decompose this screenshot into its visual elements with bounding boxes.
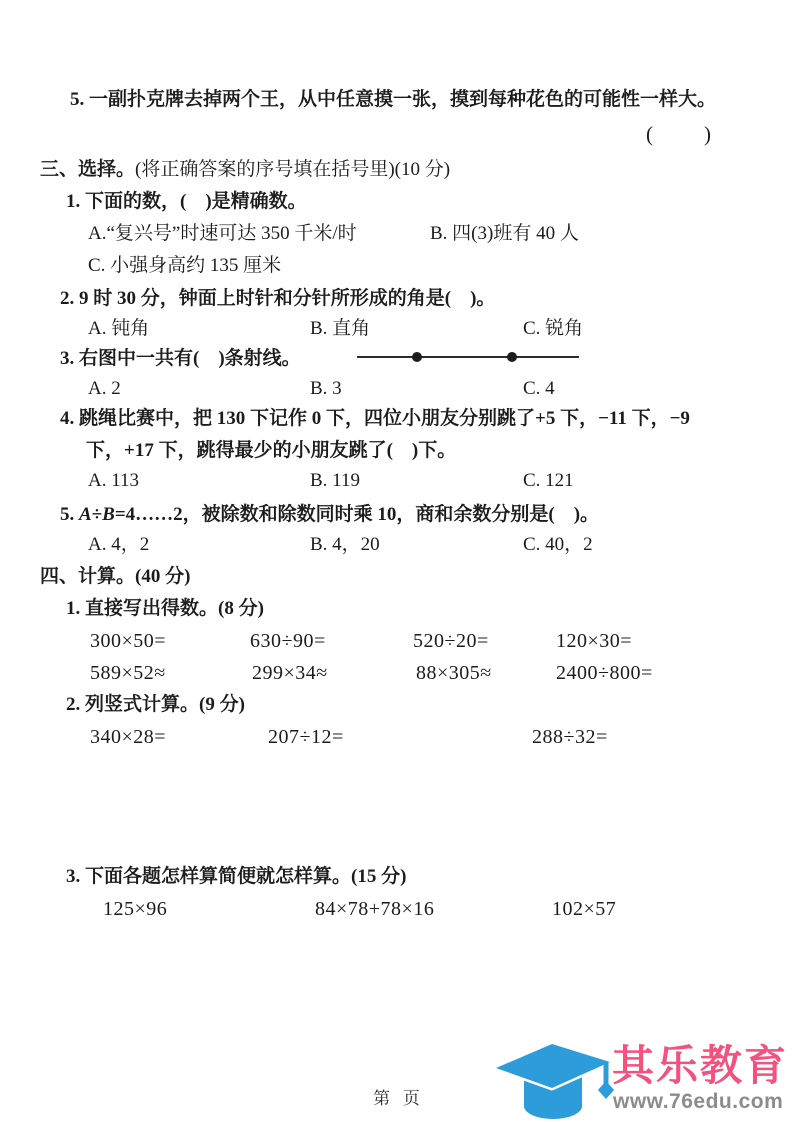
calc-expression: 299×34≈ — [252, 662, 328, 684]
calc-part1-title: 1. 直接写出得数。(8 分) — [66, 598, 264, 619]
calc-expression: 288÷32= — [532, 726, 608, 748]
ray-figure-line — [357, 356, 579, 358]
graduation-cap-icon — [488, 1034, 618, 1122]
calc-expression: 120×30= — [556, 630, 633, 652]
brand-name: 其乐教育 — [612, 1042, 789, 1089]
question-5-rest: =4……2，被除数和除数同时乘 10，商和余数分别是( )。 — [114, 504, 600, 525]
question-5-prefix: 5. — [60, 504, 79, 525]
calc-expression: 340×28= — [90, 726, 167, 748]
judge-answer-blank: ( ) — [646, 122, 717, 146]
calc-part3-title: 3. 下面各题怎样算简便就怎样算。(15 分) — [66, 866, 407, 887]
question-1-option-c: C. 小强身高约 135 厘米 — [88, 255, 282, 276]
divide-sign: ÷ — [91, 504, 103, 525]
section-calc-score: (40 分) — [135, 566, 191, 587]
brand-url: www.76edu.com — [613, 1090, 784, 1113]
question-5-option-b: B. 4，20 — [310, 534, 380, 555]
question-2-option-a: A. 钝角 — [88, 318, 150, 339]
question-5-var-a: A — [79, 504, 92, 525]
question-5-option-c: C. 40，2 — [523, 534, 593, 555]
question-3-option-b: B. 3 — [310, 378, 342, 399]
question-4-option-c: C. 121 — [523, 470, 574, 491]
calc-expression: 520÷20= — [413, 630, 489, 652]
calc-expression: 589×52≈ — [90, 662, 166, 684]
question-2-stem: 2. 9 时 30 分，钟面上时针和分针所形成的角是( )。 — [60, 288, 496, 309]
calc-expression: 300×50= — [90, 630, 167, 652]
question-4-option-a: A. 113 — [88, 470, 140, 491]
calc-expression: 125×96 — [103, 898, 168, 920]
page-number-label: 第 页 — [373, 1089, 420, 1108]
question-3-option-a: A. 2 — [88, 378, 121, 399]
calc-expression: 207÷12= — [268, 726, 344, 748]
calc-expression: 88×305≈ — [416, 662, 492, 684]
question-1-option-a: A.“复兴号”时速可达 350 千米/时 — [88, 223, 357, 244]
section-choice-note: (将正确答案的序号填在括号里) — [135, 159, 395, 180]
section-choice-score: (10 分) — [394, 159, 451, 180]
question-5-stem — [60, 503, 599, 527]
section-choice-heading — [40, 158, 450, 182]
question-3-option-c: C. 4 — [523, 378, 555, 399]
judge-item-5: 5. 一副扑克牌去掉两个王，从中任意摸一张，摸到每种花色的可能性一样大。 — [70, 89, 717, 110]
calc-expression: 102×57 — [552, 898, 617, 920]
question-2-option-c: C. 锐角 — [523, 318, 584, 339]
question-3-stem: 3. 右图中一共有( )条射线。 — [60, 348, 301, 369]
section-calc-heading — [40, 565, 190, 589]
question-5-var-b: B — [102, 504, 115, 525]
calc-expression: 2400÷800= — [556, 662, 653, 684]
question-5-option-a: A. 4，2 — [88, 534, 150, 555]
question-1-stem: 1. 下面的数，( )是精确数。 — [66, 191, 307, 212]
section-choice-title: 三、选择。 — [40, 159, 136, 180]
calc-expression: 630÷90= — [250, 630, 326, 652]
calc-part2-title: 2. 列竖式计算。(9 分) — [66, 694, 245, 715]
question-4-stem-line1: 4. 跳绳比赛中，把 130 下记作 0 下，四位小朋友分别跳了+5 下，−11 下，−9 — [60, 408, 690, 429]
question-4-stem-line2: 下，+17 下，跳得最少的小朋友跳了( )下。 — [86, 440, 457, 461]
ray-figure-point-2 — [507, 352, 517, 362]
question-2-option-b: B. 直角 — [310, 318, 371, 339]
calc-expression: 84×78+78×16 — [315, 898, 435, 920]
ray-figure-point-1 — [412, 352, 422, 362]
question-4-option-b: B. 119 — [310, 470, 360, 491]
question-1-option-b: B. 四(3)班有 40 人 — [430, 223, 579, 244]
section-calc-title: 四、计算。 — [40, 566, 136, 587]
